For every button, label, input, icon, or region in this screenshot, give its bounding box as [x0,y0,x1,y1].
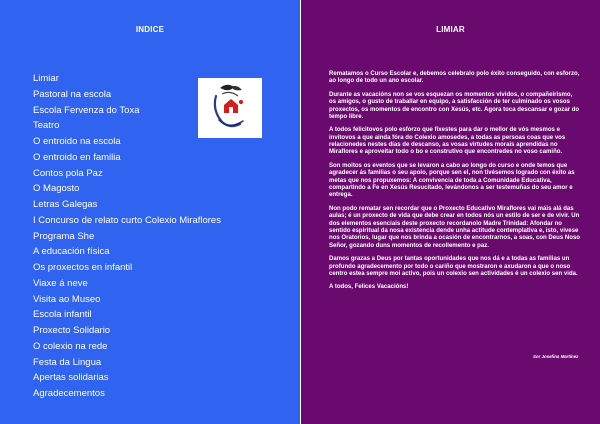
toc-item: Os proxectos en infantil [33,262,133,273]
toc-item: A educación física [33,246,110,258]
signature: Sor Josefina Martínez [533,354,579,359]
toc-item: Limiar [33,73,59,84]
toc-item: Viaxe á neve [33,277,88,289]
toc-item: O entroido na escola [33,136,121,147]
foreword-paragraph: Non podo rematar sen recordar que o Proxecto Educativo Miraflores vai máis alá das aulas; é un proxecto de vida que debe crear en todos nós un estilo de ser e de vivir. Un dos elementos esenciais deste proxecto recordanolo Madre Trinidad: Afondar no sentido espiritual da nosa existencia dende unha actitude contemplativa e, isto, vivese nos Oratorios, lugar que nos brinda a ocasión de encontrarnos, a soas, con Deus Noso Señor, gozando duns momentos de recollemento e paz. [329,205,580,249]
toc-item: I Concurso de relato curto Colexio Miraflores [33,214,221,226]
logo-emblem-icon [215,85,243,126]
foreword-paragraph: Durante as vacacións non se vos esquezan os momentos vividos, o compañeirismo, os amigos, o gusto de traballar en equipo, a satisfacción de ter culminado os vosos proxectos, os momentos de encontro con Xesús, etc. Agora toca descansar e gozar do tempo libre. [329,91,580,120]
foreword-paragraph: Damos grazas a Deus por tantas oportunidades que nos dá e a todas as familias un profundo agradecemento por todo o cariño que mostraron e axudaron a que o noso centro estea sempre moi activo, pois un colexio sen actividades é un colexio sen vida. [329,256,578,277]
toc-item: Visita ao Museo [33,293,101,305]
foreword-paragraph: Son moitos os eventos que se levaron a cabo ao longo do curso e onde temos que agradecer ás familias o seu apoio, porque sen el, non tivésemos logrado con éxito as metas que nos propuxemos: A convivencia de toda a Comunidade Educativa, compartindo a Fe en Xesús Resucitado, levándonos a ser testemuñas do seu amor e entrega. [329,163,575,199]
toc-item: Programa She [33,230,95,242]
toc-item: Letras Galegas [33,199,98,210]
toc-item: Pastoral na escola [33,88,112,100]
toc-item: Agradecementos [33,388,105,399]
index-title: INDICE [135,25,165,34]
right-page [301,0,600,424]
foreword-paragraph: A todos felicitovos polo esforzo que fixestes para dar o mellor de vós mesmos e invitovos a que ainda fóra do Colexio amosedes, a todas as persoas coas que vos relacionedes nestes días de descanso, as vosas virtudes morais aprendidas no Miraflores e aproveitar todo o bo e construtivo que encontredes no voso camiño. [329,127,566,156]
toc-item: O entroido en familia [33,151,121,163]
foreword-text [329,71,581,298]
table-of-contents [33,71,221,402]
school-logo [198,78,262,138]
toc-item: O Magosto [33,183,80,195]
toc-item: Contos pola Paz [33,167,103,179]
toc-item: Escola Fervenza do Toxa [33,104,140,116]
toc-item: O colexio na rede [33,340,108,352]
foreword-title: LIMIAR [436,25,465,34]
foreword-paragraph: Rematamos o Curso Escolar e, debemos celebralo polo éxito conseguido, con esforzo, ao longo de todo un ano escolar. [329,71,580,85]
foreword-paragraph: A todos, Felices Vacacións! [329,284,409,291]
toc-item: Festa da Lingua [33,356,102,368]
toc-item: Proxecto Solidario [33,325,111,336]
toc-item: Escola infantil [33,309,92,321]
toc-item: Teatro [33,120,60,132]
toc-item: Apertas solidarias [33,372,109,384]
